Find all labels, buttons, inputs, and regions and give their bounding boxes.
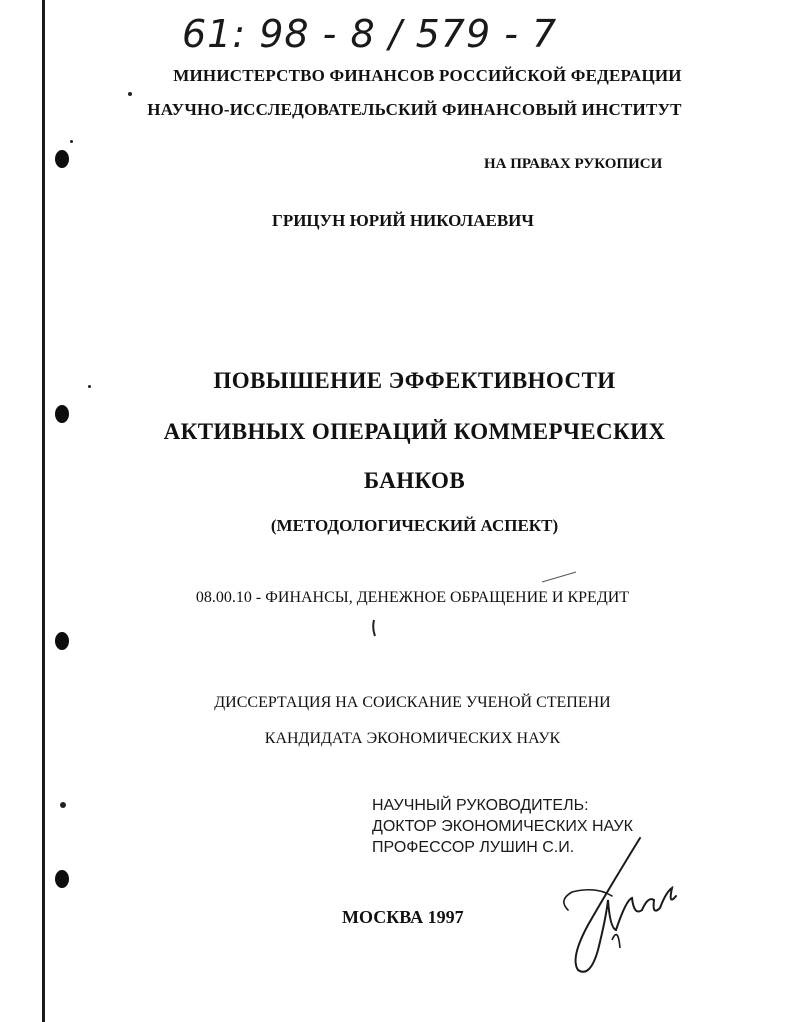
degree-line-2: КАНДИДАТА ЭКОНОМИЧЕСКИХ НАУК xyxy=(264,730,561,747)
signature-icon xyxy=(548,830,698,980)
pen-mark xyxy=(370,618,382,640)
scan-speck xyxy=(128,92,132,96)
title-line-3: БАНКОВ xyxy=(363,468,466,493)
degree-line-1: ДИССЕРТАЦИЯ НА СОИСКАНИЕ УЧЕНОЙ СТЕПЕНИ xyxy=(214,694,611,711)
specialty-code: 08.00.10 - ФИНАНСЫ, ДЕНЕЖНОЕ ОБРАЩЕНИЕ И КРЕДИТ xyxy=(195,589,630,606)
author-name: ГРИЦУН ЮРИЙ НИКОЛАЕВИЧ xyxy=(272,211,534,230)
pen-mark xyxy=(540,570,580,584)
scan-speck xyxy=(60,802,66,808)
city-year: МОСКВА 1997 xyxy=(342,907,464,927)
punch-hole-icon xyxy=(55,870,69,888)
binding-edge xyxy=(42,0,45,1022)
ministry-heading: МИНИСТЕРСТВО ФИНАНСОВ РОССИЙСКОЙ ФЕДЕРАЦИИ xyxy=(173,66,682,85)
subtitle: (МЕТОДОЛОГИЧЕСКИЙ АСПЕКТ) xyxy=(270,516,559,535)
institute-heading: НАУЧНО-ИССЛЕДОВАТЕЛЬСКИЙ ФИНАНСОВЫЙ ИНСТИТУТ xyxy=(147,100,682,119)
advisor-rank: ДОКТОР ЭКОНОМИЧЕСКИХ НАУК xyxy=(372,818,633,835)
title-line-2: АКТИВНЫХ ОПЕРАЦИЙ КОММЕРЧЕСКИХ xyxy=(163,419,666,444)
title-line-1: ПОВЫШЕНИЕ ЭФФЕКТИВНОСТИ xyxy=(213,368,616,393)
punch-hole-icon xyxy=(55,150,69,168)
scan-speck xyxy=(70,140,73,143)
advisor-role: НАУЧНЫЙ РУКОВОДИТЕЛЬ: xyxy=(372,797,589,814)
manuscript-rights-label: НА ПРАВАХ РУКОПИСИ xyxy=(484,156,663,172)
advisor-name: ПРОФЕССОР ЛУШИН С.И. xyxy=(372,839,575,856)
archive-number: 61: 98 - 8 / 579 - 7 xyxy=(182,12,558,56)
punch-hole-icon xyxy=(55,632,69,650)
